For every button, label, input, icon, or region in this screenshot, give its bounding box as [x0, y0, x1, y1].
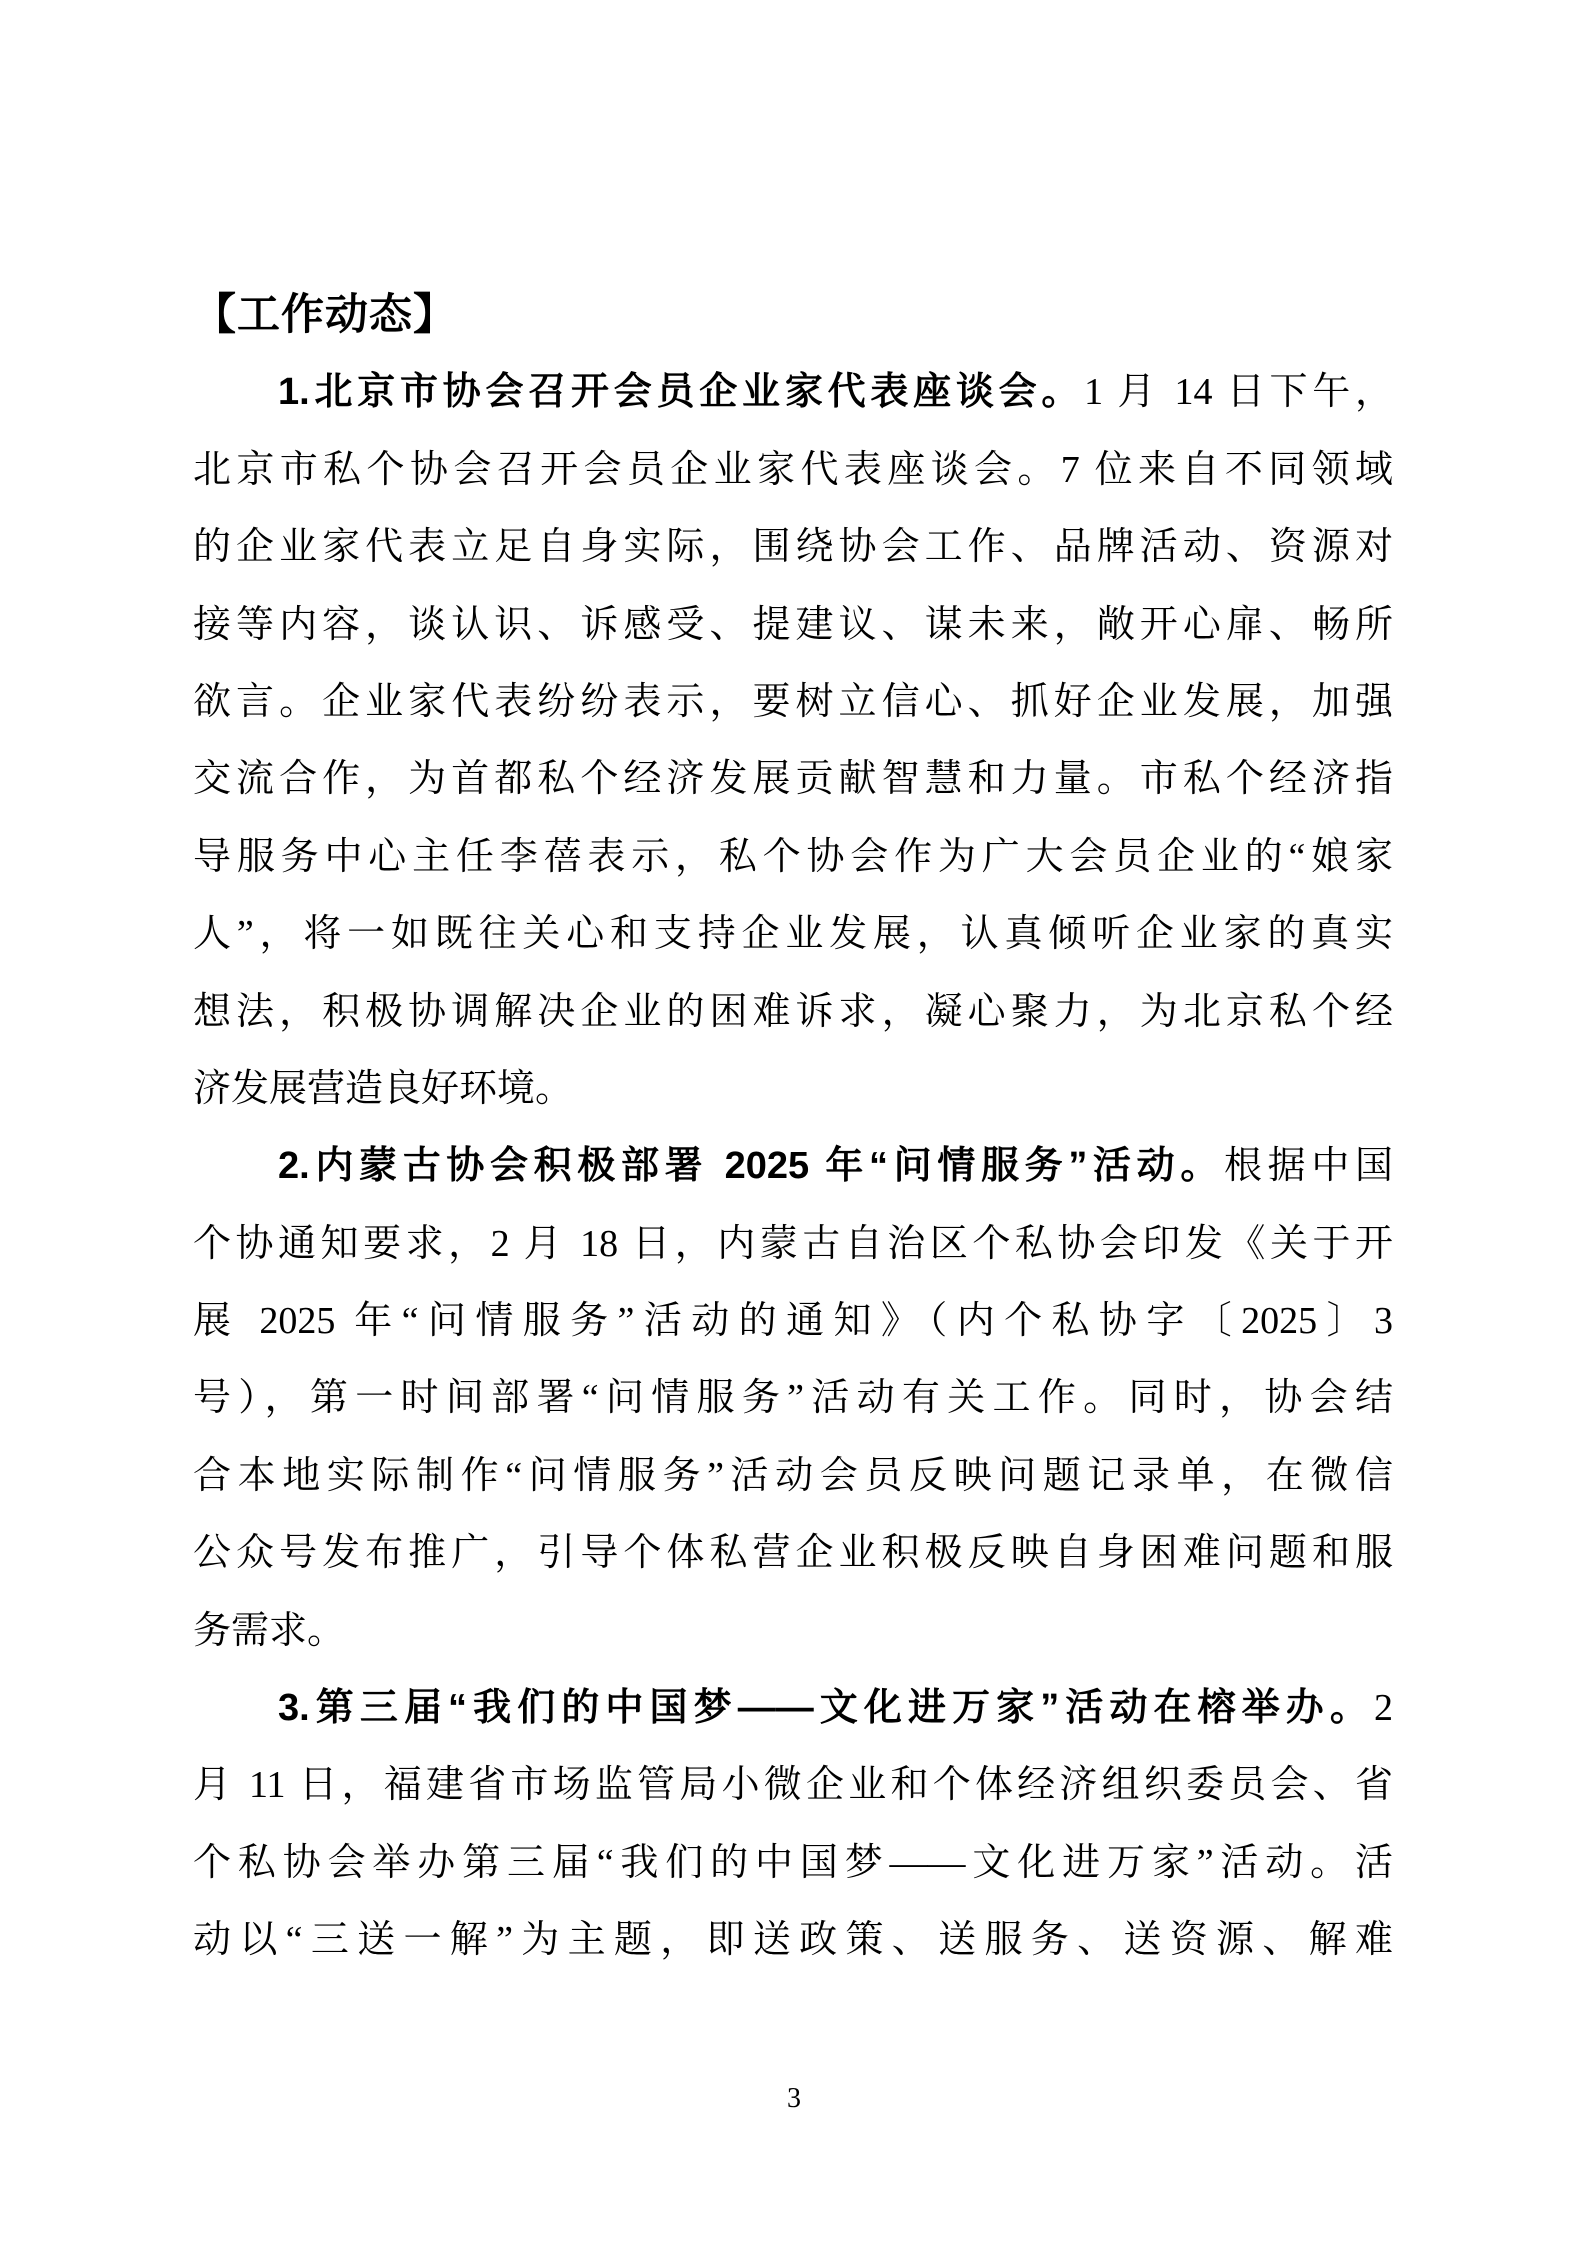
paragraph-line	[193, 1902, 1393, 1979]
paragraph-line	[193, 354, 1393, 431]
text-run: 个协通知要求，2 月 18 日，内蒙古自治区个私协会印发《关于开	[193, 1222, 1393, 1265]
text-run: 月 11 日，福建省市场监管局小微企业和个体经济组织委员会、省	[193, 1764, 1393, 1807]
paragraph-line	[193, 1593, 1393, 1670]
paragraph-line	[193, 819, 1393, 896]
text-run: 根据中国	[1224, 1145, 1393, 1188]
document-body	[193, 277, 1393, 1980]
paragraph-line	[193, 509, 1393, 586]
text-run: 济发展营造良好环境。	[193, 1067, 574, 1110]
text-run: 动以“三送一解”为主题，即送政策、送服务、送资源、解难	[193, 1919, 1393, 1962]
text-run: 展 2025 年“问情服务”活动的通知》（内个私协字〔2025〕3	[193, 1300, 1393, 1343]
text-run: 1 月 14 日下午，	[1084, 371, 1393, 414]
text-run: 人”，将一如既往关心和支持企业发展，认真倾听企业家的真实	[193, 913, 1393, 956]
paragraph-line	[193, 1128, 1393, 1205]
paragraph-line	[193, 1515, 1393, 1592]
text-run: 务需求。	[193, 1609, 346, 1652]
text-run: 北京市私个协会召开会员企业家代表座谈会。7 位来自不同领域	[193, 448, 1393, 491]
page-number: 3	[787, 2083, 801, 2114]
text-run: 2	[1374, 1687, 1393, 1730]
text-run: 的企业家代表立足自身实际，围绕协会工作、品牌活动、资源对	[193, 526, 1393, 569]
paragraph-line	[193, 432, 1393, 509]
paragraph-line	[193, 974, 1393, 1051]
paragraph-line	[193, 1360, 1393, 1437]
paragraph-line	[193, 1051, 1393, 1128]
paragraph-line	[193, 1825, 1393, 1902]
bold-text-run: 3.第三届“我们的中国梦——文化进万家”活动在榕举办。	[278, 1687, 1374, 1730]
text-run: 交流合作，为首都私个经济发展贡献智慧和力量。市私个经济指	[193, 758, 1393, 801]
paragraph-line	[193, 587, 1393, 664]
paragraphs	[193, 354, 1393, 1979]
paragraph-line	[193, 1438, 1393, 1515]
paragraph-line	[193, 1670, 1393, 1747]
bold-text-run: 1.北京市协会召开会员企业家代表座谈会。	[278, 371, 1085, 414]
paragraph-line	[193, 1283, 1393, 1360]
text-run: 导服务中心主任李蓓表示，私个协会作为广大会员企业的“娘家	[193, 835, 1393, 878]
paragraph-line	[193, 664, 1393, 741]
paragraph-line	[193, 1206, 1393, 1283]
text-run: 号），第一时间部署“问情服务”活动有关工作。同时，协会结	[193, 1377, 1393, 1420]
text-run: 接等内容，谈认识、诉感受、提建议、谋未来，敞开心扉、畅所	[193, 603, 1393, 646]
text-run: 欲言。企业家代表纷纷表示，要树立信心、抓好企业发展，加强	[193, 680, 1393, 723]
text-run: 想法，积极协调解决企业的困难诉求，凝心聚力，为北京私个经	[193, 990, 1393, 1033]
paragraph-line	[193, 741, 1393, 818]
text-run: 个私协会举办第三届“我们的中国梦——文化进万家”活动。活	[193, 1841, 1393, 1884]
bold-text-run: 2.内蒙古协会积极部署 2025 年“问情服务”活动。	[278, 1145, 1224, 1188]
paragraph-line	[193, 1747, 1393, 1824]
section-heading: 【工作动态】	[193, 291, 457, 339]
text-run: 合本地实际制作“问情服务”活动会员反映问题记录单，在微信	[193, 1454, 1393, 1497]
text-run: 公众号发布推广，引导个体私营企业积极反映自身困难问题和服	[193, 1532, 1393, 1575]
paragraph-line	[193, 896, 1393, 973]
